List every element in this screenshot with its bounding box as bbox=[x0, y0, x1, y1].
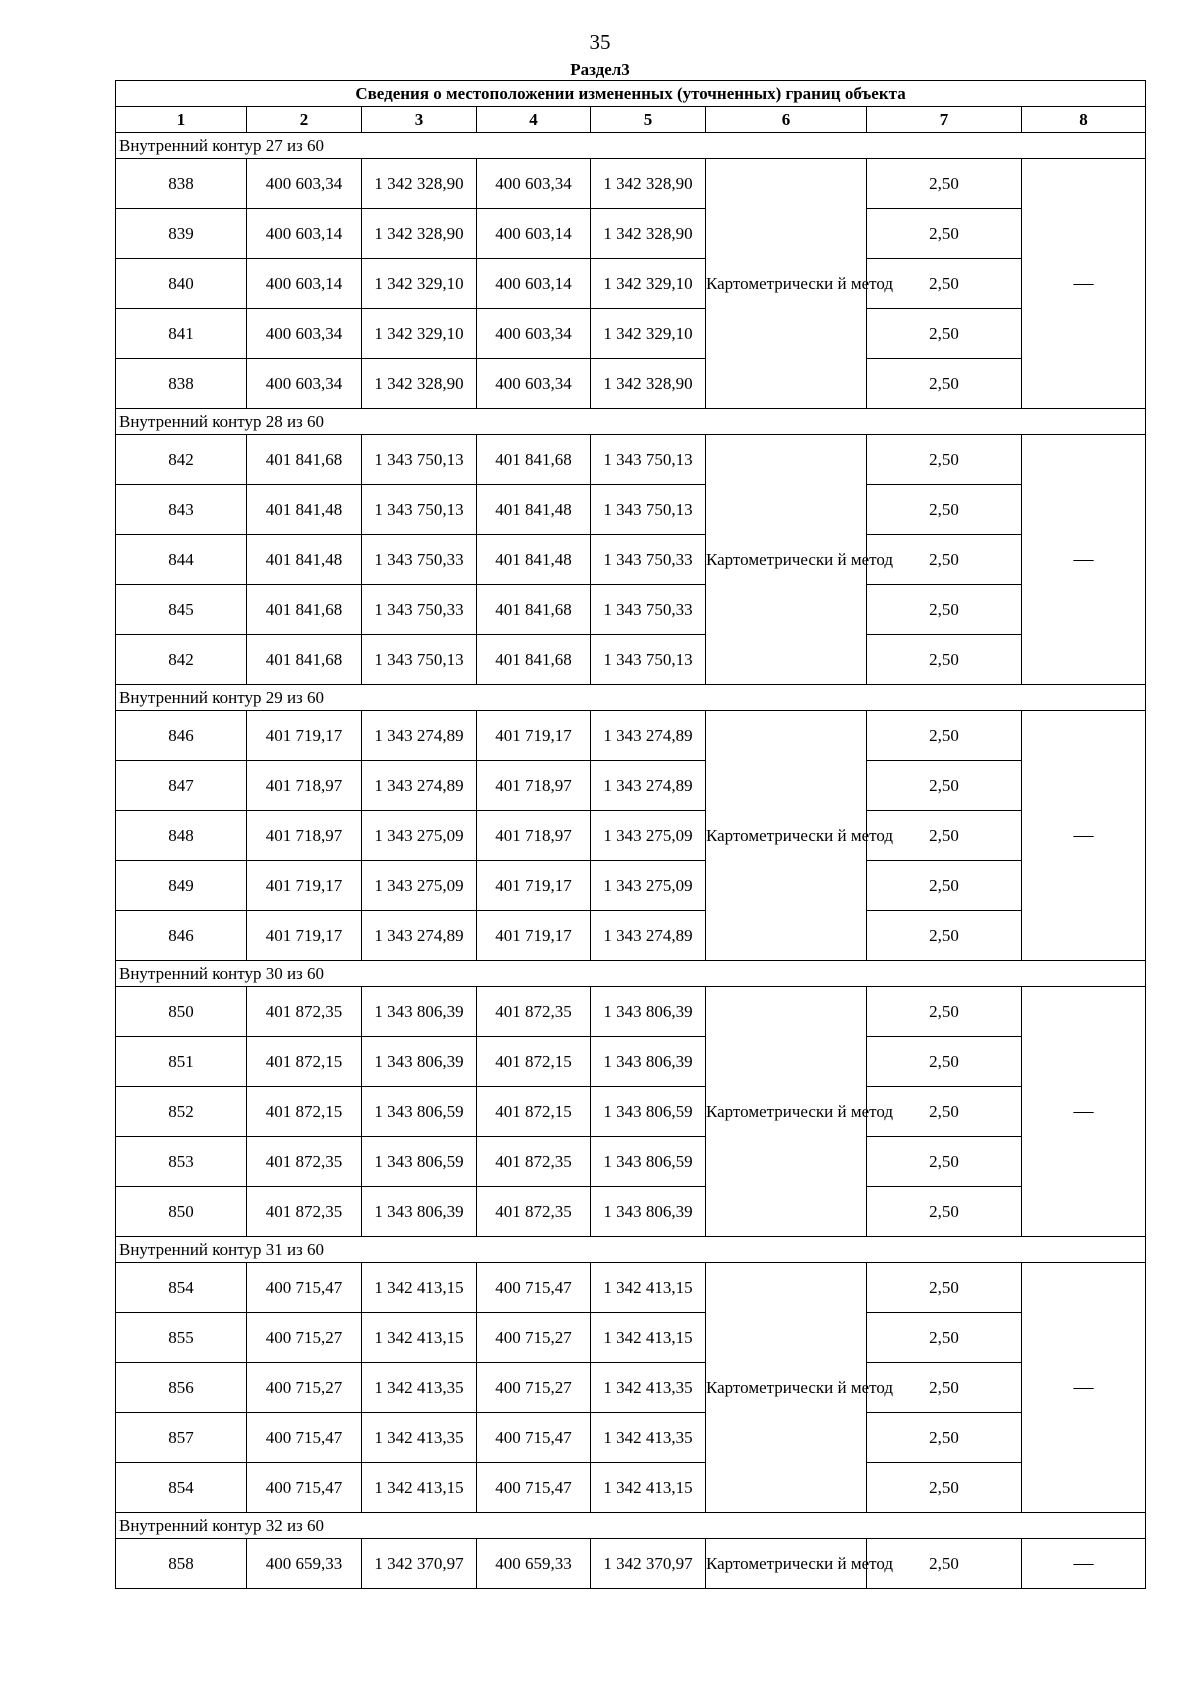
table-cell: 401 841,68 bbox=[247, 635, 362, 685]
table-cell: 2,50 bbox=[867, 1037, 1022, 1087]
table-cell: 1 342 413,35 bbox=[362, 1413, 477, 1463]
table-row bbox=[116, 1413, 1146, 1463]
table-cell: 400 715,27 bbox=[247, 1363, 362, 1413]
table-cell: 401 718,97 bbox=[247, 811, 362, 861]
table-cell: 400 603,34 bbox=[477, 309, 591, 359]
table-row bbox=[116, 911, 1146, 961]
table-row bbox=[116, 1539, 1146, 1589]
column-header: 6 bbox=[706, 107, 867, 133]
table-cell: 401 718,97 bbox=[477, 761, 591, 811]
table-cell: 856 bbox=[116, 1363, 247, 1413]
table-cell: 838 bbox=[116, 159, 247, 209]
table-cell: 1 343 275,09 bbox=[591, 811, 706, 861]
table-cell: 1 343 750,33 bbox=[591, 585, 706, 635]
table-row bbox=[116, 1313, 1146, 1363]
note-cell: — bbox=[1022, 159, 1146, 409]
table-cell: 2,50 bbox=[867, 535, 1022, 585]
table-row bbox=[116, 1263, 1146, 1313]
table-cell: 401 872,35 bbox=[477, 987, 591, 1037]
table-cell: 2,50 bbox=[867, 159, 1022, 209]
table-cell: 2,50 bbox=[867, 911, 1022, 961]
table-cell: 400 603,14 bbox=[477, 209, 591, 259]
table-row bbox=[116, 1187, 1146, 1237]
table-cell: 401 719,17 bbox=[477, 711, 591, 761]
table-cell: 1 342 328,90 bbox=[362, 209, 477, 259]
contour-header-row bbox=[116, 1237, 1146, 1263]
table-cell: 1 342 328,90 bbox=[362, 159, 477, 209]
table-cell: 2,50 bbox=[867, 1137, 1022, 1187]
table-cell: 2,50 bbox=[867, 1539, 1022, 1589]
table-cell: 840 bbox=[116, 259, 247, 309]
table-cell: 400 603,14 bbox=[247, 259, 362, 309]
table-cell: 2,50 bbox=[867, 435, 1022, 485]
table-cell: 2,50 bbox=[867, 1313, 1022, 1363]
table-cell: 1 343 750,33 bbox=[591, 535, 706, 585]
table-cell: 1 342 413,35 bbox=[362, 1363, 477, 1413]
method-cell: Картометрически й метод bbox=[706, 711, 867, 961]
table-cell: 2,50 bbox=[867, 1413, 1022, 1463]
table-cell: 847 bbox=[116, 761, 247, 811]
table-cell: 401 841,48 bbox=[247, 535, 362, 585]
table-cell: 400 715,47 bbox=[247, 1463, 362, 1513]
table-cell: 400 603,34 bbox=[247, 309, 362, 359]
table-cell: 401 719,17 bbox=[477, 861, 591, 911]
table-cell: 1 343 806,39 bbox=[591, 1037, 706, 1087]
table-cell: 2,50 bbox=[867, 485, 1022, 535]
contour-header-row bbox=[116, 133, 1146, 159]
table-cell: 1 343 750,13 bbox=[362, 635, 477, 685]
column-header: 2 bbox=[247, 107, 362, 133]
method-cell: Картометрически й метод bbox=[706, 1539, 867, 1589]
table-cell: 401 872,35 bbox=[477, 1187, 591, 1237]
table-cell: 1 343 274,89 bbox=[591, 761, 706, 811]
table-cell: 1 343 750,33 bbox=[362, 585, 477, 635]
table-cell: 838 bbox=[116, 359, 247, 409]
contour-label: Внутренний контур 32 из 60 bbox=[116, 1513, 1146, 1539]
table-cell: 401 872,35 bbox=[247, 1137, 362, 1187]
table-cell: 401 841,48 bbox=[477, 485, 591, 535]
table-cell: 1 343 750,13 bbox=[591, 435, 706, 485]
table-cell: 1 342 370,97 bbox=[591, 1539, 706, 1589]
table-cell: 400 715,27 bbox=[247, 1313, 362, 1363]
table-cell: 850 bbox=[116, 1187, 247, 1237]
table-cell: 1 342 329,10 bbox=[362, 259, 477, 309]
table-cell: 853 bbox=[116, 1137, 247, 1187]
table-title: Сведения о местоположении измененных (уточненных) границ объекта bbox=[116, 81, 1146, 107]
table-cell: 1 343 750,13 bbox=[362, 435, 477, 485]
note-cell: — bbox=[1022, 711, 1146, 961]
table-cell: 1 343 275,09 bbox=[591, 861, 706, 911]
table-cell: 2,50 bbox=[867, 811, 1022, 861]
table-cell: 400 715,27 bbox=[477, 1313, 591, 1363]
table-cell: 1 342 329,10 bbox=[362, 309, 477, 359]
table-cell: 1 343 274,89 bbox=[591, 711, 706, 761]
table-cell: 841 bbox=[116, 309, 247, 359]
table-cell: 842 bbox=[116, 635, 247, 685]
method-cell: Картометрически й метод bbox=[706, 1263, 867, 1513]
section-label: Раздел3 bbox=[570, 60, 630, 79]
table-cell: 400 603,34 bbox=[247, 359, 362, 409]
contour-header-row bbox=[116, 409, 1146, 435]
column-header: 7 bbox=[867, 107, 1022, 133]
table-cell: 844 bbox=[116, 535, 247, 585]
table-cell: 2,50 bbox=[867, 1187, 1022, 1237]
table-cell: 1 343 806,39 bbox=[362, 987, 477, 1037]
table-cell: 400 603,14 bbox=[247, 209, 362, 259]
table-row bbox=[116, 435, 1146, 485]
table-cell: 850 bbox=[116, 987, 247, 1037]
table-cell: 839 bbox=[116, 209, 247, 259]
table-cell: 401 872,15 bbox=[477, 1087, 591, 1137]
contour-header-row bbox=[116, 961, 1146, 987]
table-cell: 842 bbox=[116, 435, 247, 485]
table-cell: 400 659,33 bbox=[477, 1539, 591, 1589]
table-cell: 1 342 413,15 bbox=[591, 1263, 706, 1313]
table-cell: 1 342 413,15 bbox=[362, 1313, 477, 1363]
table-cell: 401 841,68 bbox=[477, 585, 591, 635]
table-cell: 1 342 413,15 bbox=[362, 1463, 477, 1513]
table-cell: 1 343 806,39 bbox=[362, 1187, 477, 1237]
column-header: 8 bbox=[1022, 107, 1146, 133]
note-cell: — bbox=[1022, 1263, 1146, 1513]
table-cell: 401 841,68 bbox=[477, 435, 591, 485]
table-row bbox=[116, 485, 1146, 535]
table-cell: 2,50 bbox=[867, 761, 1022, 811]
table-cell: 1 343 806,39 bbox=[591, 1187, 706, 1237]
table-cell: 401 872,15 bbox=[247, 1037, 362, 1087]
table-cell: 1 343 806,39 bbox=[362, 1037, 477, 1087]
table-cell: 1 343 806,59 bbox=[362, 1087, 477, 1137]
column-header: 5 bbox=[591, 107, 706, 133]
table-row bbox=[116, 861, 1146, 911]
table-row bbox=[116, 259, 1146, 309]
table-cell: 858 bbox=[116, 1539, 247, 1589]
table-title-row bbox=[116, 81, 1146, 107]
table-cell: 401 872,35 bbox=[247, 1187, 362, 1237]
table-row bbox=[116, 1463, 1146, 1513]
table-cell: 851 bbox=[116, 1037, 247, 1087]
table-cell: 2,50 bbox=[867, 209, 1022, 259]
page-number: 35 bbox=[589, 30, 611, 54]
table-cell: 401 841,48 bbox=[477, 535, 591, 585]
table-cell: 1 342 328,90 bbox=[591, 359, 706, 409]
table-cell: 401 872,15 bbox=[247, 1087, 362, 1137]
table-cell: 401 872,15 bbox=[477, 1037, 591, 1087]
table-row bbox=[116, 635, 1146, 685]
table-cell: 857 bbox=[116, 1413, 247, 1463]
table-cell: 2,50 bbox=[867, 861, 1022, 911]
method-cell: Картометрически й метод bbox=[706, 435, 867, 685]
table-row bbox=[116, 209, 1146, 259]
table-cell: 1 343 750,13 bbox=[591, 635, 706, 685]
note-cell: — bbox=[1022, 1539, 1146, 1589]
table-cell: 2,50 bbox=[867, 309, 1022, 359]
table-cell: 1 343 750,33 bbox=[362, 535, 477, 585]
table-cell: 846 bbox=[116, 911, 247, 961]
table-cell: 1 343 806,39 bbox=[591, 987, 706, 1037]
table-cell: 401 719,17 bbox=[247, 711, 362, 761]
table-row bbox=[116, 309, 1146, 359]
table-row bbox=[116, 711, 1146, 761]
table-cell: 1 343 274,89 bbox=[362, 911, 477, 961]
table-cell: 2,50 bbox=[867, 1463, 1022, 1513]
table-cell: 2,50 bbox=[867, 585, 1022, 635]
contour-label: Внутренний контур 30 из 60 bbox=[116, 961, 1146, 987]
table-cell: 1 342 328,90 bbox=[591, 209, 706, 259]
table-cell: 1 342 413,15 bbox=[591, 1463, 706, 1513]
table-cell: 854 bbox=[116, 1263, 247, 1313]
table-cell: 1 342 413,15 bbox=[591, 1313, 706, 1363]
table-cell: 849 bbox=[116, 861, 247, 911]
table-cell: 2,50 bbox=[867, 711, 1022, 761]
table-row bbox=[116, 1137, 1146, 1187]
contour-header-row bbox=[116, 685, 1146, 711]
table-cell: 1 342 413,35 bbox=[591, 1363, 706, 1413]
table-row bbox=[116, 159, 1146, 209]
contour-label: Внутренний контур 27 из 60 bbox=[116, 133, 1146, 159]
method-cell: Картометрически й метод bbox=[706, 159, 867, 409]
table-cell: 401 841,48 bbox=[247, 485, 362, 535]
table-cell: 1 343 274,89 bbox=[362, 711, 477, 761]
table-row bbox=[116, 987, 1146, 1037]
table-cell: 843 bbox=[116, 485, 247, 535]
note-cell: — bbox=[1022, 435, 1146, 685]
table-cell: 1 343 750,13 bbox=[362, 485, 477, 535]
table-cell: 2,50 bbox=[867, 1263, 1022, 1313]
table-row bbox=[116, 1037, 1146, 1087]
table-row bbox=[116, 535, 1146, 585]
table-cell: 846 bbox=[116, 711, 247, 761]
table-cell: 2,50 bbox=[867, 359, 1022, 409]
table-cell: 1 342 329,10 bbox=[591, 259, 706, 309]
table-cell: 848 bbox=[116, 811, 247, 861]
contour-header-row bbox=[116, 1513, 1146, 1539]
table-cell: 400 715,47 bbox=[477, 1463, 591, 1513]
table-cell: 400 715,47 bbox=[477, 1263, 591, 1313]
table-cell: 2,50 bbox=[867, 259, 1022, 309]
table-cell: 2,50 bbox=[867, 987, 1022, 1037]
table-cell: 401 841,68 bbox=[247, 435, 362, 485]
column-header: 1 bbox=[116, 107, 247, 133]
table-cell: 400 603,34 bbox=[247, 159, 362, 209]
contour-label: Внутренний контур 29 из 60 bbox=[116, 685, 1146, 711]
table-cell: 1 343 275,09 bbox=[362, 861, 477, 911]
table-cell: 401 718,97 bbox=[247, 761, 362, 811]
table-cell: 400 603,34 bbox=[477, 359, 591, 409]
table-cell: 401 719,17 bbox=[477, 911, 591, 961]
column-header: 4 bbox=[477, 107, 591, 133]
table-cell: 401 872,35 bbox=[247, 987, 362, 1037]
table-cell: 1 342 413,35 bbox=[591, 1413, 706, 1463]
table-cell: 1 343 750,13 bbox=[591, 485, 706, 535]
column-header: 3 bbox=[362, 107, 477, 133]
table-cell: 401 719,17 bbox=[247, 911, 362, 961]
table-cell: 1 342 413,15 bbox=[362, 1263, 477, 1313]
table-cell: 1 342 329,10 bbox=[591, 309, 706, 359]
note-cell: — bbox=[1022, 987, 1146, 1237]
table-cell: 1 342 328,90 bbox=[591, 159, 706, 209]
column-header-row bbox=[116, 107, 1146, 133]
table-cell: 400 603,14 bbox=[477, 259, 591, 309]
table-row bbox=[116, 1087, 1146, 1137]
table-cell: 854 bbox=[116, 1463, 247, 1513]
table-row bbox=[116, 761, 1146, 811]
table-cell: 400 659,33 bbox=[247, 1539, 362, 1589]
table-cell: 2,50 bbox=[867, 635, 1022, 685]
table-cell: 401 872,35 bbox=[477, 1137, 591, 1187]
table-cell: 1 343 806,59 bbox=[591, 1137, 706, 1187]
table-row bbox=[116, 811, 1146, 861]
table-cell: 401 718,97 bbox=[477, 811, 591, 861]
table-cell: 855 bbox=[116, 1313, 247, 1363]
contour-label: Внутренний контур 28 из 60 bbox=[116, 409, 1146, 435]
table-cell: 1 343 275,09 bbox=[362, 811, 477, 861]
table-cell: 1 343 806,59 bbox=[591, 1087, 706, 1137]
table-cell: 1 342 328,90 bbox=[362, 359, 477, 409]
table-cell: 400 715,27 bbox=[477, 1363, 591, 1413]
table-cell: 1 343 274,89 bbox=[362, 761, 477, 811]
table-cell: 1 343 274,89 bbox=[591, 911, 706, 961]
table-cell: 400 603,34 bbox=[477, 159, 591, 209]
table-cell: 852 bbox=[116, 1087, 247, 1137]
contour-label: Внутренний контур 31 из 60 bbox=[116, 1237, 1146, 1263]
table-cell: 401 841,68 bbox=[247, 585, 362, 635]
table-cell: 2,50 bbox=[867, 1363, 1022, 1413]
table-cell: 1 343 806,59 bbox=[362, 1137, 477, 1187]
table-cell: 401 719,17 bbox=[247, 861, 362, 911]
method-cell: Картометрически й метод bbox=[706, 987, 867, 1237]
table-row bbox=[116, 585, 1146, 635]
table-cell: 400 715,47 bbox=[247, 1263, 362, 1313]
table-cell: 1 342 370,97 bbox=[362, 1539, 477, 1589]
boundary-coordinates-table bbox=[115, 80, 1146, 1589]
table-row bbox=[116, 359, 1146, 409]
table-cell: 845 bbox=[116, 585, 247, 635]
table-row bbox=[116, 1363, 1146, 1413]
table-cell: 2,50 bbox=[867, 1087, 1022, 1137]
table-cell: 401 841,68 bbox=[477, 635, 591, 685]
table-cell: 400 715,47 bbox=[477, 1413, 591, 1463]
table-cell: 400 715,47 bbox=[247, 1413, 362, 1463]
